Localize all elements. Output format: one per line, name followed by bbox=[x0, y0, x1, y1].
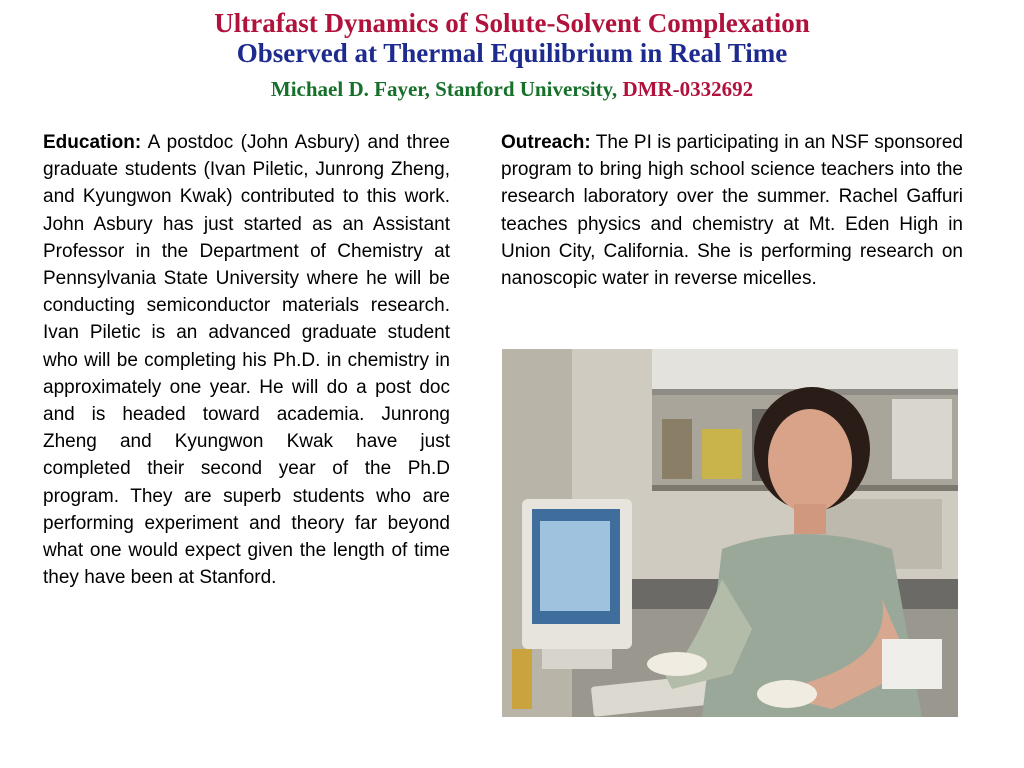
title-line-2: Observed at Thermal Equilibrium in Real Time bbox=[236, 38, 788, 68]
education-label: Education: bbox=[43, 132, 142, 153]
author-name: Michael D. Fayer, Stanford University, bbox=[270, 77, 623, 101]
education-text: A postdoc (John Asbury) and three graduate students (Ivan Piletic, Junrong Zheng, and Kyungwon Kwak) contributed to this work. John Asbury has just started as an Assistant Professor in the Department of Chemistry at Pennsylvania State University where he will be conducting semiconductor materials research. Ivan Piletic is an advanced graduate student who will be completing his Ph.D. in chemistry in approximately one year. He will do a post doc and is headed toward academia. Junrong Zheng and Kyungwon Kwak have just completed their second year of the Ph.D program. They are superb students who are performing experiment and theory far beyond what one would expect given the length of time they have been at Stanford. bbox=[43, 132, 450, 589]
grant-number: DMR-0332692 bbox=[622, 77, 754, 101]
education-paragraph bbox=[43, 129, 450, 591]
title-block bbox=[0, 8, 1024, 102]
outreach-text: The PI is participating in an NSF sponsored program to bring high school science teachers into the research laboratory over the summer. Rachel Gaffuri teaches physics and chemistry at Mt. Eden High in Union City, California. She is performing research on nanoscopic water in reverse micelles. bbox=[501, 132, 963, 290]
outreach-label: Outreach: bbox=[501, 132, 591, 153]
lab-photo bbox=[502, 349, 958, 717]
title-line-1: Ultrafast Dynamics of Solute-Solvent Complexation bbox=[214, 8, 810, 38]
outreach-paragraph bbox=[501, 129, 963, 292]
author-line bbox=[0, 76, 1024, 102]
